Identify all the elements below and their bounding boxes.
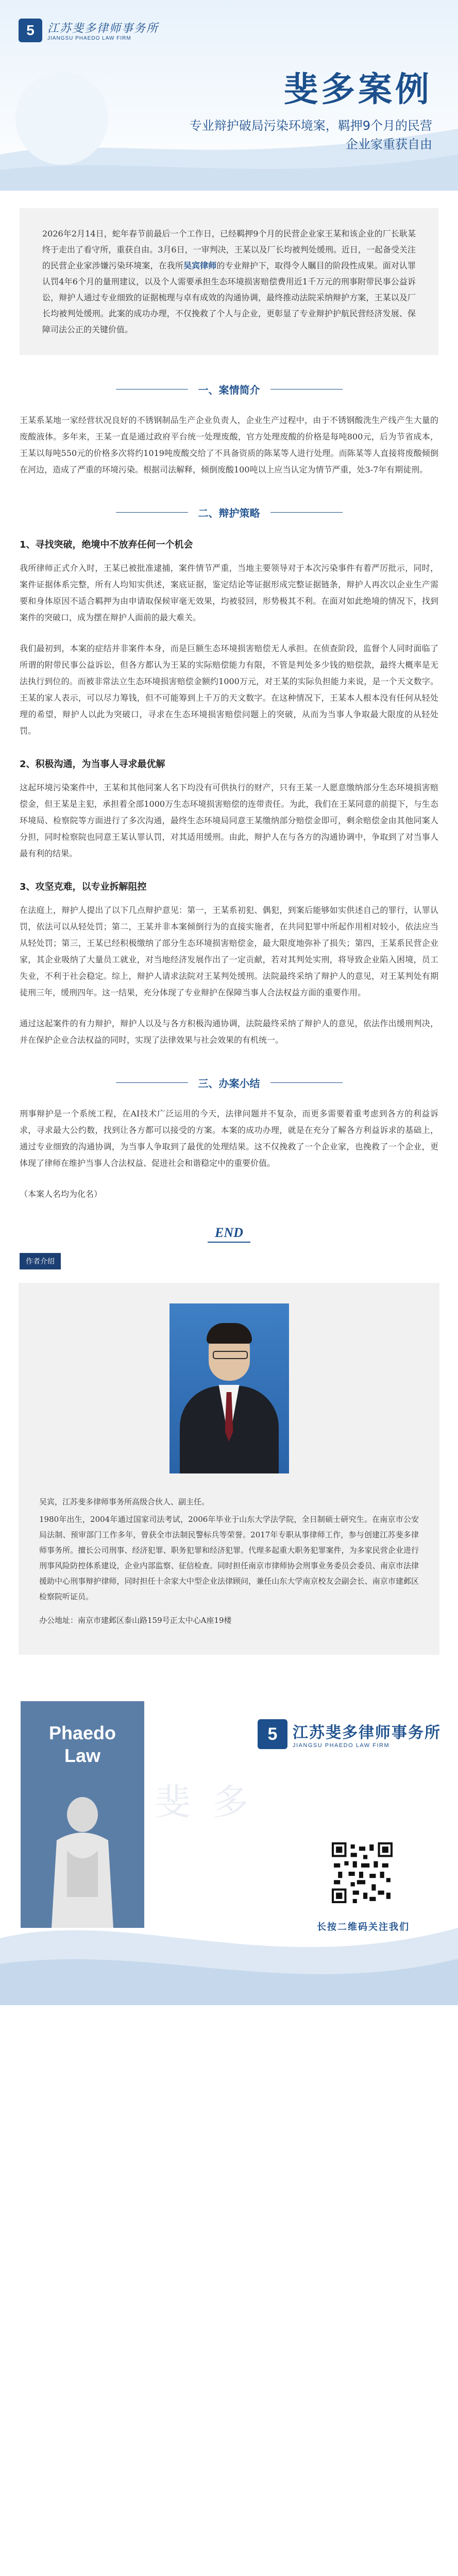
paragraph: 这起环境污染案件中，王某和其他同案人名下均没有可供执行的财产，只有王某一人愿意缴纳部分生态环境损害赔偿金，但王某是主犯，承担着全部1000万生态环境损害赔偿的连带责任。为此，我们在王某同意的前提下，与生态环境局、检察院等方面进行了多次沟通，最终生态环境局同意王某缴纳部分赔偿金即可，剩余赔偿金由其他同案人分担，同时检察院也同意王某认罪认罚，对其适用缓刑。由此，辩护人在与各方的沟通协调中，争取到了对当事人最有利的结果。 [20,783,438,858]
end-marker [0,1225,458,1243]
author-bio: 1980年出生，2004年通过国家司法考试，2006年毕业于山东大学法学院，全日制硕士研究生。在南京市公安局法制、预审部门工作多年，曾获全市法制民警标兵等荣誉。2017年专职从事律师工作，参与创建江苏斐多律师事务所。擅长公司刑事、经济犯罪、职务犯罪和经济犯罪。代理多起重大职务犯罪案件，为多家民营企业进行刑事风险防控体系建设，企业内部监察、征信检查。同时担任南京市律师协会刑事业务委员会委员、南京市法律援助中心刑事辩护律师，同时担任十余家大中型企业法律顾问，兼任山东大学南京校友会副会长、南京市建邺区检察院听证员。 [39,1515,419,1601]
strategy-subheading-3: 3、攻坚克难，以专业拆解阻控 [20,882,147,892]
case-summary-paragraph: 王某系某地一家经营状况良好的不锈钢制品生产企业负责人，企业生产过程中，由于不锈钢酸洗生产线产生大量的废酸液体。多年来，王某一直是通过政府平台统一处理废酸，官方处理废酸的价格是每吨800元，后为节省成本，王某以每吨550元的价格多次将约1019吨废酸交给了不具备资质的陈某等人进行处理。而陈某等人直接将废酸倾倒在河边，造成了严重的环境污染。根据司法解释，倾倒废酸100吨以上应当认定为情节严重，处3-7年有期徒刑。 [20,415,438,474]
lawyer-name-highlight: 吴宾律师 [183,261,217,270]
subtitle-line-1: 专业辩护破局污染环境案，羁押9个月的民营 [189,118,432,133]
paragraph: 我们最初到，本案的症结并非案件本身，而是巨额生态环境损害赔偿无人承担。在侦查阶段，监督个人同时面临了所谓的附带民事公益诉讼，但各方都认为王某的实际赔偿能力有限，不管是判处多少钱的赔偿款，最终大概率是无法执行到位的。而被非常法立生态环境损害赔偿金额约1000万元，对王某的实际负担能力来说，是一个天文数字。王某的家人表示，可以尽力筹钱，但不可能筹到上千万的天文数字。在这种情况下，王某本人根本没有任何从轻处理的希望，辩护人以此为突破口，寻求在生态环境损害赔偿问题上的突破，从而为当事人争取最大限度的从轻处罚。 [20,643,438,736]
qr-caption: 长按二维码关注我们 [317,1922,410,1933]
section-title: 一、案情简介 [198,384,260,396]
end-text: END [208,1225,250,1243]
firm-logo-icon: 5 [258,1719,287,1749]
statue-title-line-2: Law [64,1745,100,1766]
footer-firm-logo [258,1719,441,1749]
intro-text-1: 2026年2月14日，蛇年春节前最后一个工作日，已经羁押9个月的民营企业家王某和该企业的厂长耿某终于走出了看守所，重获自由。3月6日，一审判决，王某以及厂长均被判处缓刑。近日，一起备受关注的民营企业家涉嫌污染环境案，在我所 [42,229,416,270]
footer-firm-name-cn: 江苏斐多律师事务所 [293,1724,441,1742]
strategy-subheading-1: 1、寻找突破，绝境中不放弃任何一个机会 [20,539,193,550]
footer-banner [0,1670,458,2005]
qr-code-icon[interactable] [330,1840,395,1905]
intro-text-2: 的专业辩护下，取得令人瞩目的阶段性成果。面对认罪认罚4年6个月的量刑建议，以及个人需要承担生态环境损害赔偿费用近1千万元的刑事附带民事公益诉讼，辩护人通过专业细致的证据梳理与卓有成效的沟通协调，最终推动法院采纳辩护方案，王某以及厂长均被判处缓刑。此案的成功办理，不仅挽救了个人与企业，更彰显了专业辩护护航民营经济发展、保障司法公正的关键价值。 [42,261,416,334]
statue-panel-title [21,1722,144,1767]
author-intro: 吴宾，江苏斐多律师事务所高级合伙人、副主任。 [39,1497,210,1506]
firm-name-en: JIANGSU PHAEDO LAW FIRM [47,36,131,41]
page-title: 斐多案例 [284,70,432,109]
paragraph: 在法庭上，辩护人提出了以下几点辩护意见：第一，王某系初犯、偶犯，到案后能够如实供述自己的罪行，认罪认罚，依法可以从轻处罚；第二，王某并非本案倾倒行为的直接实施者，在共同犯罪中所起作用相对较小，依法应当从轻处罚；第三，王某已经积极缴纳了部分生态环境损害赔偿金，最大限度地弥补了损失；第四，王某系民营企业家，其企业吸纳了大量员工就业，对当地经济发展作出了一定贡献，若对其判处实刑，将导致企业陷入困境，员工失业，不利于社会稳定。综上，辩护人请求法院对王某判处缓刑。法院最终采纳了辩护人的意见，对王某判处有期徒刑三年，缓刑四年。这一结果，充分体现了专业辩护在保障当事人合法权益方面的重要作用。 [20,905,438,997]
strategy-subheading-2: 2、积极沟通，为当事人寻求最优解 [20,759,165,770]
phaedo-statue-panel [21,1701,144,1928]
paragraph: 通过这起案件的有力辩护，辩护人以及与各方积极沟通协调，法院最终采纳了辩护人的意见，依法作出缓刑判决，并在保护企业合法权益的同时，实现了法律效果与社会效果的有机统一。 [20,1019,438,1045]
pseudonym-note: （本案人名均为化名） [20,1189,103,1199]
firm-name-cn: 江苏斐多律师事务所 [47,22,159,35]
hero-logo [19,19,159,42]
page-subtitle [190,116,432,154]
section-heading-2 [0,505,458,520]
section-title: 二、辩护策略 [198,507,260,519]
summary-paragraph: 刑事辩护是一个系统工程，在AI技术广泛运用的今天，法律问题并不复杂，而更多需要着重考虑到各方的利益诉求，寻求最大公约数，找到让各方都可以接受的方案。本案的成功办理，就是在充分了解各方利益诉求的基础上，通过专业细致的沟通协调，为当事人争取到了最优的处理结果。这不仅挽救了一个企业家，也挽救了一个企业，更体现了律师在维护当事人合法权益、促进社会和谐稳定中的重要价值。 [20,1109,438,1168]
author-card [19,1283,439,1655]
watermark-text: 斐 多 [155,1781,254,1823]
statue-title-line-1: Phaedo [48,1722,116,1743]
intro-summary [20,208,438,355]
paragraph: 我所律师正式介入时，王某已被批准逮捕，案件情节严重，当地主要领导对于本次污染事件有着严厉批示，同时，案件证据体系完整，所有人均知实供述，案底证据，鉴定结论等证据形成完整证据链条，辩护人再次以企业生产需要和身体原因不适合羁押为由申请取保候审毫无效果，均被驳回，形势极其不利。在面对如此绝境的情况下，找到案件的突破口，成为摆在辩护人面前的最大难关。 [20,563,438,622]
author-badge: 作者介绍 [20,1253,61,1269]
office-address: 办公地址：南京市建邺区泰山路159号正太中心A座19楼 [39,1616,232,1625]
subtitle-line-2: 企业家重获自由 [346,137,432,151]
section-heading-3 [0,1075,458,1090]
hero-banner [0,0,458,191]
footer-firm-name-en: JIANGSU PHAEDO LAW FIRM [293,1742,390,1749]
statue-icon [41,1794,124,1928]
section-heading-1 [0,382,458,397]
firm-logo-icon: 5 [19,19,42,42]
section-title: 三、办案小结 [198,1077,260,1090]
author-photo [169,1303,289,1473]
